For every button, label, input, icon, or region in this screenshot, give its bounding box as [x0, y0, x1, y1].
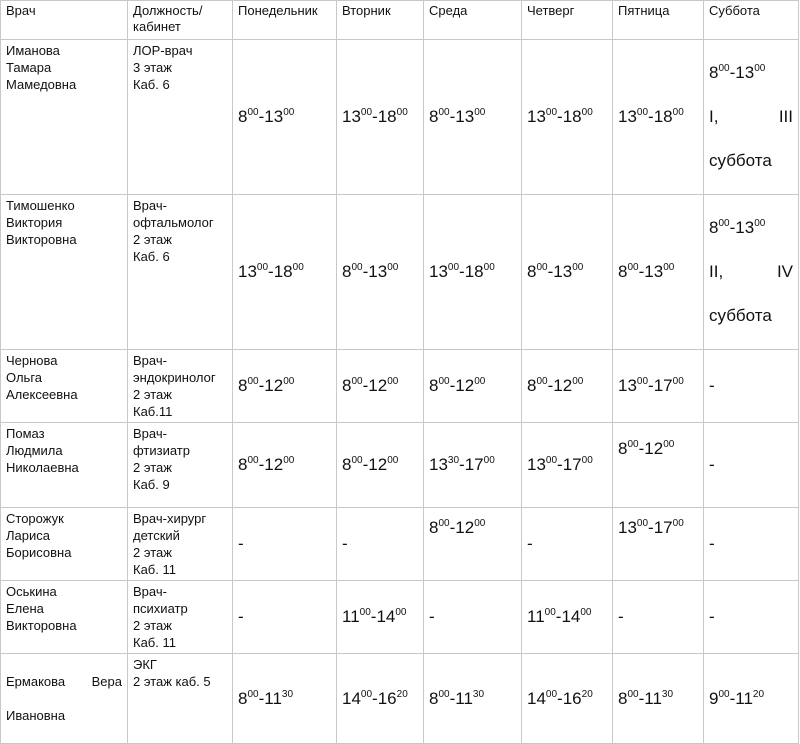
doctor-name: Иманова Тамара Мамедовна	[1, 40, 128, 195]
time-tuesday: $8^{00}-12^{00}$	[337, 423, 424, 508]
time-monday: $13^{00}-18^{00}$	[233, 195, 337, 350]
time-tuesday: $8^{00}-12^{00}$	[337, 350, 424, 423]
time-wednesday: $13^{00}-18^{00}$	[424, 195, 522, 350]
time-tuesday: $13^{00}-18^{00}$	[337, 40, 424, 195]
header-row	[1, 1, 799, 40]
doctor-position: ЭКГ 2 этаж каб. 5	[128, 654, 233, 744]
time-saturday: -	[704, 350, 799, 423]
time-monday: -	[233, 581, 337, 654]
doctor-position: Врач- психиатр 2 этаж Каб. 11	[128, 581, 233, 654]
time-monday: $8^{00}-12^{00}$	[233, 350, 337, 423]
time-saturday: -	[704, 508, 799, 581]
time-wednesday: $13^{30}-17^{00}$	[424, 423, 522, 508]
doctor-position: Врач- фтизиатр 2 этаж Каб. 9	[128, 423, 233, 508]
header-friday: Пятница	[613, 1, 704, 40]
doctor-position: Врач-хирург детский 2 этаж Каб. 11	[128, 508, 233, 581]
time-friday: $8^{00}-13^{00}$	[613, 195, 704, 350]
time-thursday: $13^{00}-18^{00}$	[522, 40, 613, 195]
time-thursday: $13^{00}-17^{00}$	[522, 423, 613, 508]
header-thursday: Четверг	[522, 1, 613, 40]
time-friday: $8^{00}-12^{00}$	[613, 423, 704, 508]
time-saturday: -	[704, 423, 799, 508]
time-tuesday: $11^{00}-14^{00}$	[337, 581, 424, 654]
time-friday: $13^{00}-17^{00}$	[613, 508, 704, 581]
time-saturday: $9^{00}-11^{20}$	[704, 654, 799, 744]
header-doctor: Врач	[1, 1, 128, 40]
time-saturday: -	[704, 581, 799, 654]
time-thursday: $14^{00}-16^{20}$	[522, 654, 613, 744]
time-thursday: $8^{00}-12^{00}$	[522, 350, 613, 423]
time-monday: $8^{00}-11^{30}$	[233, 654, 337, 744]
time-friday: $8^{00}-11^{30}$	[613, 654, 704, 744]
doctor-position: Врач- офтальмолог 2 этаж Каб. 6	[128, 195, 233, 350]
time-saturday: $8^{00}-13^{00}$ II, IV суббота	[704, 195, 799, 350]
time-monday: $8^{00}-12^{00}$	[233, 423, 337, 508]
time-monday: -	[233, 508, 337, 581]
time-wednesday: $8^{00}-11^{30}$	[424, 654, 522, 744]
time-saturday: $8^{00}-13^{00}$ I, III суббота	[704, 40, 799, 195]
time-thursday: -	[522, 508, 613, 581]
time-wednesday: $8^{00}-13^{00}$	[424, 40, 522, 195]
table-row	[1, 350, 799, 423]
doctor-name: Ермакова Вера Ивановна	[1, 654, 128, 744]
table-row	[1, 195, 799, 350]
doctor-name: Чернова Ольга Алексеевна	[1, 350, 128, 423]
time-monday: $8^{00}-13^{00}$	[233, 40, 337, 195]
doctor-name: Тимошенко Виктория Викторовна	[1, 195, 128, 350]
time-tuesday: $14^{00}-16^{20}$	[337, 654, 424, 744]
header-saturday: Суббота	[704, 1, 799, 40]
doctor-position: ЛОР-врач 3 этаж Каб. 6	[128, 40, 233, 195]
table-row	[1, 423, 799, 508]
time-wednesday: $8^{00}-12^{00}$	[424, 508, 522, 581]
time-friday: $13^{00}-17^{00}$	[613, 350, 704, 423]
time-tuesday: $8^{00}-13^{00}$	[337, 195, 424, 350]
time-wednesday: -	[424, 581, 522, 654]
doctor-name: Оськина Елена Викторовна	[1, 581, 128, 654]
time-tuesday: -	[337, 508, 424, 581]
table-row	[1, 40, 799, 195]
header-monday: Понедельник	[233, 1, 337, 40]
table-row	[1, 508, 799, 581]
header-wednesday: Среда	[424, 1, 522, 40]
time-friday: -	[613, 581, 704, 654]
doctor-name: Помаз Людмила Николаевна	[1, 423, 128, 508]
header-position: Должность/ кабинет	[128, 1, 233, 40]
doctor-position: Врач- эндокринолог 2 этаж Каб.11	[128, 350, 233, 423]
table-row	[1, 654, 799, 744]
table-row	[1, 581, 799, 654]
time-thursday: $11^{00}-14^{00}$	[522, 581, 613, 654]
header-tuesday: Вторник	[337, 1, 424, 40]
doctor-name: Сторожук Лариса Борисовна	[1, 508, 128, 581]
time-friday: $13^{00}-18^{00}$	[613, 40, 704, 195]
time-thursday: $8^{00}-13^{00}$	[522, 195, 613, 350]
time-wednesday: $8^{00}-12^{00}$	[424, 350, 522, 423]
